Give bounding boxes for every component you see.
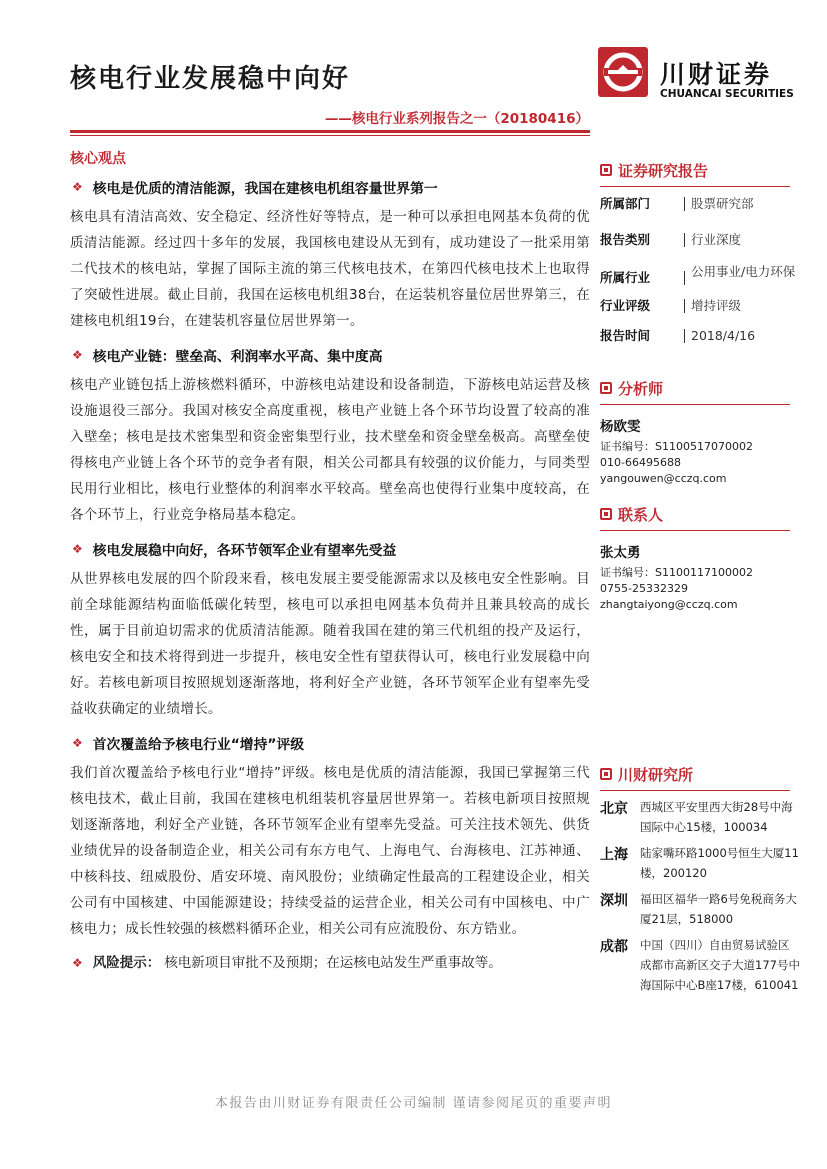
meta-industry: 所属行业 公用事业/电力环保 xyxy=(600,264,796,285)
report-subtitle: ——核电行业系列报告之一（20180416） xyxy=(324,111,589,127)
section-heading: ❖ 核电发展稳中向好，各环节领军企业有望率先受益 xyxy=(72,542,397,559)
chuancai-logo-icon xyxy=(598,47,648,97)
risk-text: 核电新项目审批不及预期；在运核电站发生严重事故等。 xyxy=(164,955,502,971)
meta-rating: 行业评级 增持评级 xyxy=(600,298,742,313)
section-marker-icon xyxy=(600,164,612,176)
section-heading: ❖ 核电产业链：壁垒高、利润率水平高、集中度高 xyxy=(72,348,383,365)
analyst-heading: 分析师 xyxy=(600,376,800,400)
diamond-bullet-icon: ❖ xyxy=(72,736,83,750)
sidebar-divider xyxy=(600,530,790,531)
contact-cert: 证书编号：S1100117100002 xyxy=(600,566,753,579)
contact-phone: 0755-25332329 xyxy=(600,582,688,595)
diamond-bullet-icon: ❖ xyxy=(72,956,83,970)
header-divider-thin xyxy=(70,135,590,136)
office-shenzhen: 深圳 福田区福华一路6号免税商务大厦21层，518000 xyxy=(600,892,797,926)
core-views-label: 核心观点 xyxy=(70,151,126,167)
report-title: 核电行业发展稳中向好 xyxy=(70,64,351,94)
institute-panel xyxy=(600,762,800,995)
contact-heading: 联系人 xyxy=(600,502,800,526)
contact-panel xyxy=(600,502,800,613)
sidebar-divider xyxy=(600,790,790,791)
office-shanghai: 上海 陆家嘴环路1000号恒生大厦11楼，200120 xyxy=(600,846,799,880)
section-heading: ❖ 核电是优质的清洁能源，我国在建核电机组容量世界第一 xyxy=(72,180,438,197)
office-beijing: 北京 西城区平安里西大街28号中海国际中心15楼，100034 xyxy=(600,800,793,834)
brand-name-cn: 川财证券 xyxy=(660,60,773,89)
analyst-email[interactable]: yangouwen@cczq.com xyxy=(600,472,727,485)
report-info-panel xyxy=(600,158,800,345)
section-body: 核电具有清洁高效、安全稳定、经济性好等特点，是一种可以承担电网基本负荷的优质清洁能源。经过四十多年的发展，我国核电建设从无到有，成功建设了一批采用第二代技术的核电站，掌握了国际主流的第三代核电技术，在第四代核电技术上也取得了突破性进展。截止目前，我国在运核电机组38台，在运装机容量位居世界第三，在建核电机组19台，在建装机容量位居世界第一。 xyxy=(70,209,590,329)
section-body: 从世界核电发展的四个阶段来看，核电发展主要受能源需求以及核电安全性影响。目前全球能源结构面临低碳化转型，核电可以承担电网基本负荷并且兼具较高的成长性，属于目前迫切需求的优质清洁能源。随着我国在建的第三代机组的投产及运行，核电安全和技术将得到进一步提升，核电安全性有望获得认可，核电行业发展稳中向好。若核电新项目按照规划逐渐落地，将利好全产业链，各环节领军企业有望率先受益收获确定的业绩增长。 xyxy=(70,571,590,717)
diamond-bullet-icon: ❖ xyxy=(72,542,83,556)
meta-department: 所属部门 股票研究部 xyxy=(600,196,754,211)
sidebar-divider xyxy=(600,404,790,405)
analyst-cert: 证书编号：S1100517070002 xyxy=(600,440,753,453)
analyst-phone: 010-66495688 xyxy=(600,456,681,469)
meta-category: 报告类别 行业深度 xyxy=(600,232,742,247)
meta-date: 报告时间 2018/4/16 xyxy=(600,328,756,343)
institute-heading: 川财研究所 xyxy=(600,762,800,786)
header-divider xyxy=(70,130,590,133)
section-body: 核电产业链包括上游核燃料循环，中游核电站建设和设备制造，下游核电站运营及核设施退役三部分。我国对核安全高度重视，核电产业链上各个环节均设置了较高的准入壁垒；核电是技术密集型和资金密集型行业，技术壁垒和资金壁垒极高。高壁垒使得核电产业链上各个环节的竞争者有限，相关公司都具有较强的议价能力，与同类型民用行业相比，核电行业整体的利润率水平较高。壁垒高也使得行业集中度较高，在各个环节上，行业竞争格局基本稳定。 xyxy=(70,377,590,523)
risk-label: 风险提示： xyxy=(92,955,161,971)
contact-email[interactable]: zhangtaiyong@cczq.com xyxy=(600,598,738,611)
report-info-heading: 证券研究报告 xyxy=(600,158,800,182)
office-chengdu: 成都 中国（四川）自由贸易试验区成都市高新区交子大道177号中海国际中心B座17楼，610041 xyxy=(600,938,800,992)
main-content xyxy=(70,176,590,974)
analyst-name: 杨欧雯 xyxy=(600,419,641,435)
contact-name: 张太勇 xyxy=(600,545,641,561)
section-body: 我们首次覆盖给予核电行业“增持”评级。核电是优质的清洁能源，我国已掌握第三代核电技术，截止目前，我国在建核电机组装机容量居世界第一。若核电新项目按照规划逐渐落地，利好全产业链，各环节领军企业有望率先受益。可关注技术领先、供货业绩优异的设备制造企业，相关公司有东方电气、上海电气、台海核电、江苏神通、中核科技、纽威股份、盾安环境、南风股份；业绩确定性最高的工程建设企业，相关公司有中国核建、中国能源建设；持续受益的运营企业，相关公司有中国核电、中广核电力；成长性较强的核燃料循环企业，相关公司有应流股份、东方锆业。 xyxy=(70,765,590,937)
section-marker-icon xyxy=(600,768,612,780)
sidebar-divider xyxy=(600,186,790,187)
footer-disclaimer: 本报告由川财证券有限责任公司编制 谨请参阅尾页的重要声明 xyxy=(214,1096,613,1111)
analyst-panel xyxy=(600,376,800,487)
diamond-bullet-icon: ❖ xyxy=(72,348,83,362)
risk-warning xyxy=(70,952,590,974)
brand-name-en: CHUANCAI SECURITIES xyxy=(660,88,794,100)
section-marker-icon xyxy=(600,508,612,520)
section-marker-icon xyxy=(600,382,612,394)
diamond-bullet-icon: ❖ xyxy=(72,180,83,194)
section-heading: ❖ 首次覆盖给予核电行业“增持”评级 xyxy=(72,736,305,753)
